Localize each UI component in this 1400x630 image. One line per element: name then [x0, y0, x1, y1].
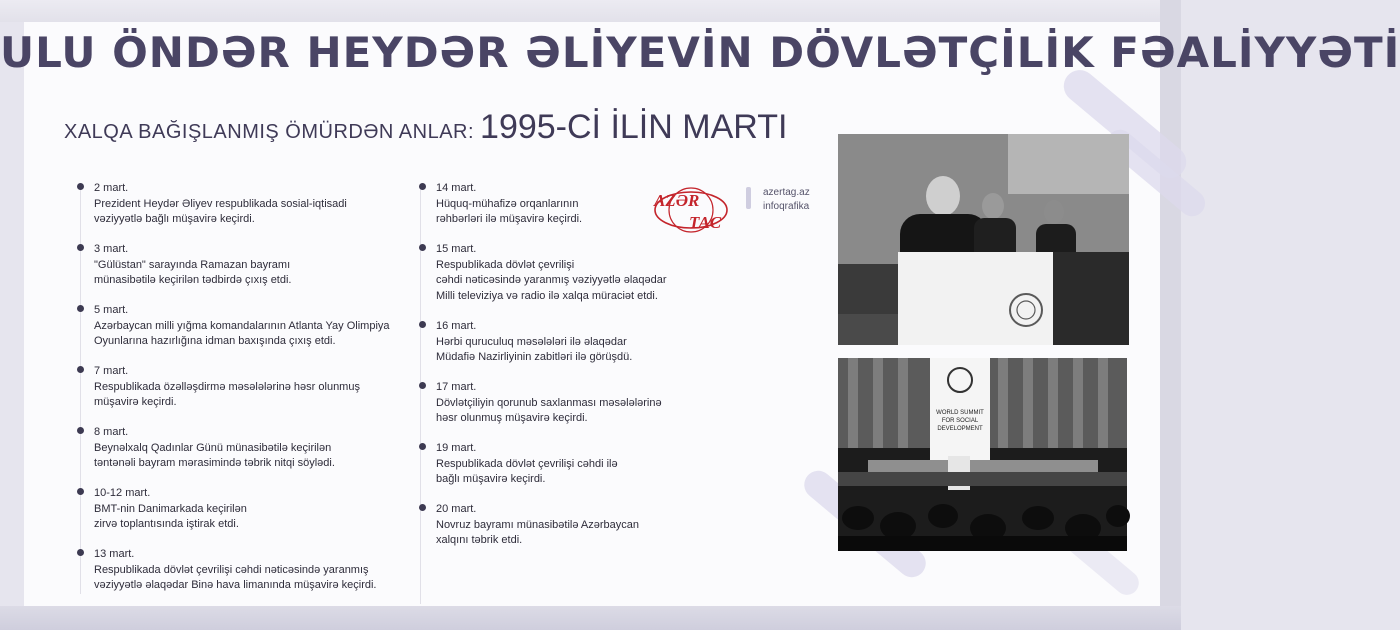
entry-text-line: Beynəlxalq Qadınlar Günü münasibətilə keçirilən [94, 441, 332, 454]
brand-caption [763, 186, 810, 214]
timeline-entry [436, 181, 582, 228]
bullet-dot [419, 183, 426, 190]
entry-date: 2 mart. [94, 182, 129, 194]
entry-text-line: Milli televiziya və radio ilə xalqa müraciət etdi. [436, 289, 658, 302]
photo-world-summit-hall [838, 358, 1127, 551]
subtitle-period: 1995-Cİ İLİN MARTI [480, 108, 788, 146]
bullet-dot [419, 504, 426, 511]
banner-text-line: DEVELOPMENT [937, 426, 983, 432]
timeline-entry [94, 486, 247, 533]
subtitle-lead: XALQA BAĞIŞLANMIŞ ÖMÜRDƏN ANLAR: [64, 121, 475, 143]
bullet-dot [77, 366, 84, 373]
entry-text-line: Hüquq-mühafizə orqanlarının [436, 197, 579, 210]
logo-text-line2: TAC [689, 213, 722, 232]
azertac-logo-mark [651, 186, 733, 234]
timeline-entry [94, 364, 360, 411]
bullet-dot [419, 321, 426, 328]
timeline-entry [94, 547, 376, 594]
entry-text-line: Novruz bayramı münasibətilə Azərbaycan [436, 518, 639, 531]
entry-date: 19 mart. [436, 442, 477, 454]
timeline-entry [94, 181, 347, 228]
bullet-dot [77, 549, 84, 556]
entry-date: 7 mart. [94, 365, 129, 377]
entry-text-line: Hərbi quruculuq məsələləri ilə əlaqədar [436, 335, 627, 348]
entry-text-line: Respublikada özəlləşdirmə məsələlərinə həsr olunmuş [94, 380, 360, 393]
entry-text-line: münasibətilə keçirilən tədbirdə çıxış etdi. [94, 274, 292, 286]
frame-right [1160, 0, 1181, 630]
azertac-logo [651, 186, 733, 234]
brand-category: infoqrafika [763, 201, 810, 212]
entry-text-line: müşavirə keçirdi. [94, 396, 177, 408]
brand-site: azertag.az [763, 187, 810, 198]
timeline-entry [94, 303, 390, 350]
bullet-dot [419, 443, 426, 450]
entry-text-line: BMT-nin Danimarkada keçirilən [94, 502, 247, 515]
frame-top [0, 0, 1181, 22]
entry-text-line: Respublikada dövlət çevrilişi cəhdi ilə [436, 457, 618, 470]
entry-text-line: təntənəli bayram mərasimində təbrik nitqi söylədi. [94, 457, 335, 469]
logo-text-line1: AZƏR [654, 191, 700, 210]
bullet-dot [419, 244, 426, 251]
entry-date: 15 mart. [436, 243, 477, 255]
entry-date: 10-12 mart. [94, 487, 151, 499]
frame-bottom [0, 606, 1181, 630]
entry-text-line: Müdafiə Nazirliyinin zabitləri ilə görüşdü. [436, 351, 633, 363]
entry-text-line: cəhdi nəticəsində yaranmış vəziyyətlə əlaqədar [436, 274, 667, 286]
entry-text-line: həsr olunmuş müşavirə keçirdi. [436, 412, 588, 424]
entry-date: 8 mart. [94, 426, 129, 438]
bullet-dot [77, 488, 84, 495]
logo-divider [746, 187, 751, 209]
entry-text-line: "Gülüstan" sarayında Ramazan bayramı [94, 258, 291, 271]
bullet-dot [77, 427, 84, 434]
timeline-entry [436, 380, 662, 427]
entry-text-line: Respublikada dövlət çevrilişi cəhdi nəticəsində yaranmış [94, 563, 369, 576]
timeline-entry [436, 441, 618, 488]
bullet-dot [77, 244, 84, 251]
bullet-dot [419, 382, 426, 389]
bullet-dot [77, 305, 84, 312]
entry-date: 3 mart. [94, 243, 129, 255]
entry-text-line: Oyunlarına hazırlığına idman baxışında çıxış etdi. [94, 335, 336, 347]
entry-date: 17 mart. [436, 381, 477, 393]
entry-text-line: zirvə toplantısında iştirak etdi. [94, 518, 239, 530]
entry-text-line: bağlı müşavirə keçirdi. [436, 473, 546, 485]
entry-text-line: Azərbaycan milli yığma komandalarının Atlanta Yay Olimpiya [94, 319, 390, 332]
timeline-entry [94, 242, 291, 289]
entry-text-line: rəhbərləri ilə müşavirə keçirdi. [436, 213, 583, 225]
entry-date: 5 mart. [94, 304, 129, 316]
entry-text-line: vəziyyətlə əlaqədar Binə hava limanında müşavirə keçirdi. [94, 579, 377, 591]
entry-text-line: xalqını təbrik etdi. [436, 534, 523, 546]
bullet-dot [77, 183, 84, 190]
timeline-entry [436, 502, 639, 549]
timeline-entry [436, 319, 632, 366]
entry-date: 20 mart. [436, 503, 477, 515]
page-title: ULU ÖNDƏR HEYDƏR ƏLİYEVİN DÖVLƏTÇİLİK FƏALİYYƏTİ [0, 28, 1400, 77]
banner-text-line: FOR SOCIAL [941, 418, 979, 424]
entry-text-line: Dövlətçiliyin qorunub saxlanması məsələlərinə [436, 396, 662, 409]
entry-date: 13 mart. [94, 548, 135, 560]
entry-text-line: Respublikada dövlət çevrilişi [436, 258, 575, 271]
page-subtitle [64, 108, 787, 147]
photo-speaker-podium [838, 134, 1129, 345]
entry-text-line: vəziyyətlə bağlı müşavirə keçirdi. [94, 213, 255, 225]
timeline-entry [94, 425, 335, 472]
entry-date: 16 mart. [436, 320, 477, 332]
timeline-entry [436, 242, 667, 304]
entry-date: 14 mart. [436, 182, 477, 194]
entry-text-line: Prezident Heydər Əliyev respublikada sosial-iqtisadi [94, 197, 347, 210]
banner-text-line: WORLD SUMMIT [936, 410, 984, 416]
